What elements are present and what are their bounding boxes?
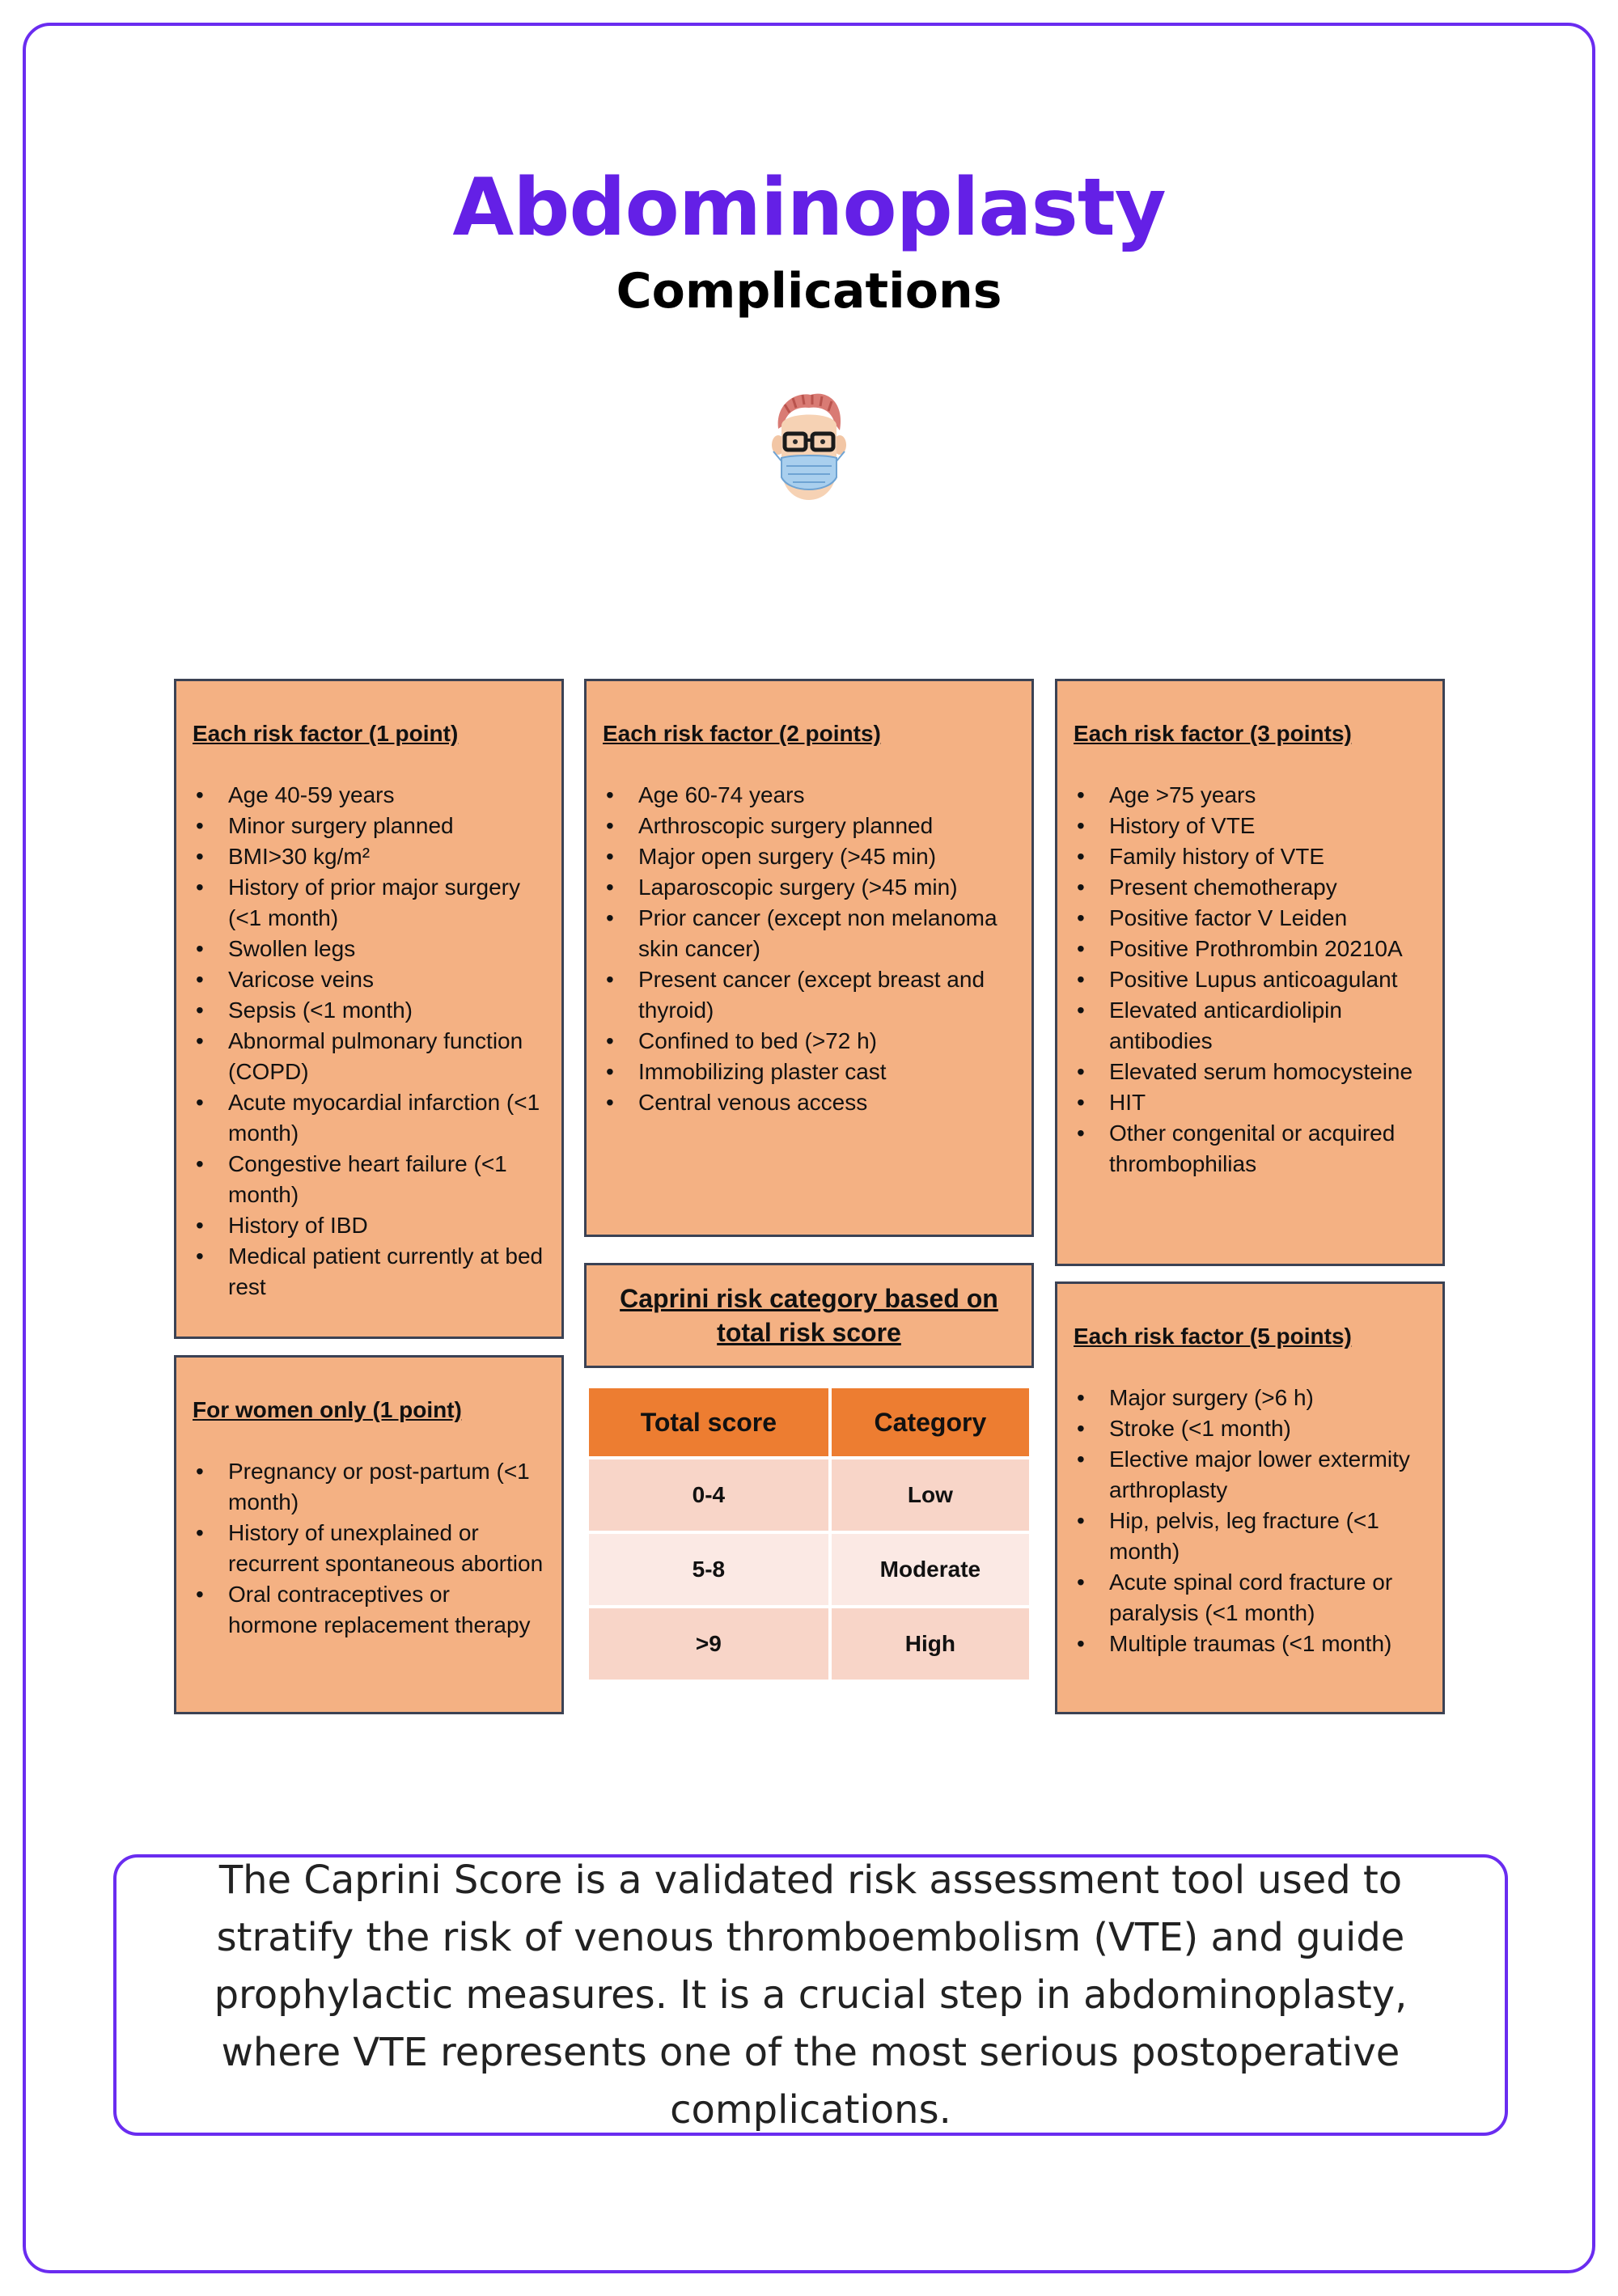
caprini-heading: [584, 1263, 1034, 1368]
list-item: • Age 40-59 years: [193, 780, 545, 811]
list-item: • Minor surgery planned: [193, 811, 545, 841]
list-item: • Other congenital or acquired thrombophilias: [1074, 1118, 1426, 1180]
list-item: • Swollen legs: [193, 934, 545, 964]
category-cell: High: [830, 1607, 1031, 1681]
list-item: • Medical patient currently at bed rest: [193, 1241, 545, 1303]
list-item: • Prior cancer (except non melanoma skin cancer): [603, 903, 1015, 964]
risk-box-2-points: [584, 679, 1034, 1237]
risk-box-heading: Each risk factor (5 points): [1074, 1324, 1352, 1349]
list-item: • Elevated serum homocysteine: [1074, 1057, 1426, 1087]
list-item: • Multiple traumas (<1 month): [1074, 1629, 1426, 1659]
list-item: • Sepsis (<1 month): [193, 995, 545, 1026]
risk-factor-list: [193, 1456, 545, 1641]
list-item: • Family history of VTE: [1074, 841, 1426, 872]
list-item: • History of IBD: [193, 1210, 545, 1241]
list-item: • Stroke (<1 month): [1074, 1413, 1426, 1444]
list-item: • Varicose veins: [193, 964, 545, 995]
table-row: [587, 1458, 1031, 1532]
risk-factor-list: [1074, 780, 1426, 1180]
column-header-total-score: Total score: [587, 1387, 830, 1458]
caprini-heading-text: Caprini risk category based on total risk score: [620, 1284, 998, 1347]
list-item: • Major surgery (>6 h): [1074, 1383, 1426, 1413]
risk-factor-list: [1074, 1383, 1426, 1659]
list-item: • Confined to bed (>72 h): [603, 1026, 1015, 1057]
list-item: • Hip, pelvis, leg fracture (<1 month): [1074, 1506, 1426, 1567]
risk-box-women-only: [174, 1355, 564, 1714]
list-item: • Immobilizing plaster cast: [603, 1057, 1015, 1087]
table-header-row: [587, 1387, 1031, 1458]
list-item: • Positive factor V Leiden: [1074, 903, 1426, 934]
list-item: • Age >75 years: [1074, 780, 1426, 811]
list-item: • Positive Prothrombin 20210A: [1074, 934, 1426, 964]
category-cell: Moderate: [830, 1532, 1031, 1607]
risk-factor-list: [603, 780, 1015, 1118]
risk-box-heading: For women only (1 point): [193, 1397, 462, 1422]
list-item: • Pregnancy or post-partum (<1 month): [193, 1456, 545, 1518]
caprini-score-table: [586, 1385, 1032, 1683]
risk-box-heading: Each risk factor (2 points): [603, 721, 881, 746]
list-item: • Laparoscopic surgery (>45 min): [603, 872, 1015, 903]
list-item: • Present cancer (except breast and thyroid): [603, 964, 1015, 1026]
risk-box-1-point: [174, 679, 564, 1339]
list-item: • Elective major lower extermity arthroplasty: [1074, 1444, 1426, 1506]
risk-box-heading: Each risk factor (3 points): [1074, 721, 1352, 746]
page-subtitle: Complications: [616, 263, 1002, 320]
summary-text: The Caprini Score is a validated risk assessment tool used to stratify the risk of venous thromboembolism (VTE) and guide prophylactic measures. It is a crucial step in abdominoplasty, where VTE represents one of the most serious postoperative complications.: [214, 1857, 1408, 2133]
list-item: • Central venous access: [603, 1087, 1015, 1118]
risk-factor-list: [193, 780, 545, 1303]
list-item: • Arthroscopic surgery planned: [603, 811, 1015, 841]
list-item: • Congestive heart failure (<1 month): [193, 1149, 545, 1210]
table-row: [587, 1532, 1031, 1607]
list-item: • Age 60-74 years: [603, 780, 1015, 811]
list-item: • Present chemotherapy: [1074, 872, 1426, 903]
score-cell: 5-8: [587, 1532, 830, 1607]
risk-box-heading: Each risk factor (1 point): [193, 721, 459, 746]
risk-box-3-points: [1055, 679, 1445, 1266]
list-item: • History of VTE: [1074, 811, 1426, 841]
column-header-category: Category: [830, 1387, 1031, 1458]
list-item: • History of unexplained or recurrent spontaneous abortion: [193, 1518, 545, 1579]
list-item: • Positive Lupus anticoagulant: [1074, 964, 1426, 995]
category-cell: Low: [830, 1458, 1031, 1532]
summary-box: [113, 1854, 1508, 2136]
risk-box-5-points: [1055, 1281, 1445, 1714]
list-item: • HIT: [1074, 1087, 1426, 1118]
list-item: • Abnormal pulmonary function (COPD): [193, 1026, 545, 1087]
list-item: • Major open surgery (>45 min): [603, 841, 1015, 872]
page-title: Abdominoplasty: [452, 162, 1166, 254]
list-item: • Acute myocardial infarction (<1 month): [193, 1087, 545, 1149]
list-item: • History of prior major surgery (<1 month): [193, 872, 545, 934]
score-cell: 0-4: [587, 1458, 830, 1532]
list-item: • Acute spinal cord fracture or paralysis (<1 month): [1074, 1567, 1426, 1629]
doctor-avatar-icon: [760, 387, 858, 516]
list-item: • BMI>30 kg/m²: [193, 841, 545, 872]
list-item: • Elevated anticardiolipin antibodies: [1074, 995, 1426, 1057]
list-item: • Oral contraceptives or hormone replacement therapy: [193, 1579, 545, 1641]
score-cell: >9: [587, 1607, 830, 1681]
table-row: [587, 1607, 1031, 1681]
